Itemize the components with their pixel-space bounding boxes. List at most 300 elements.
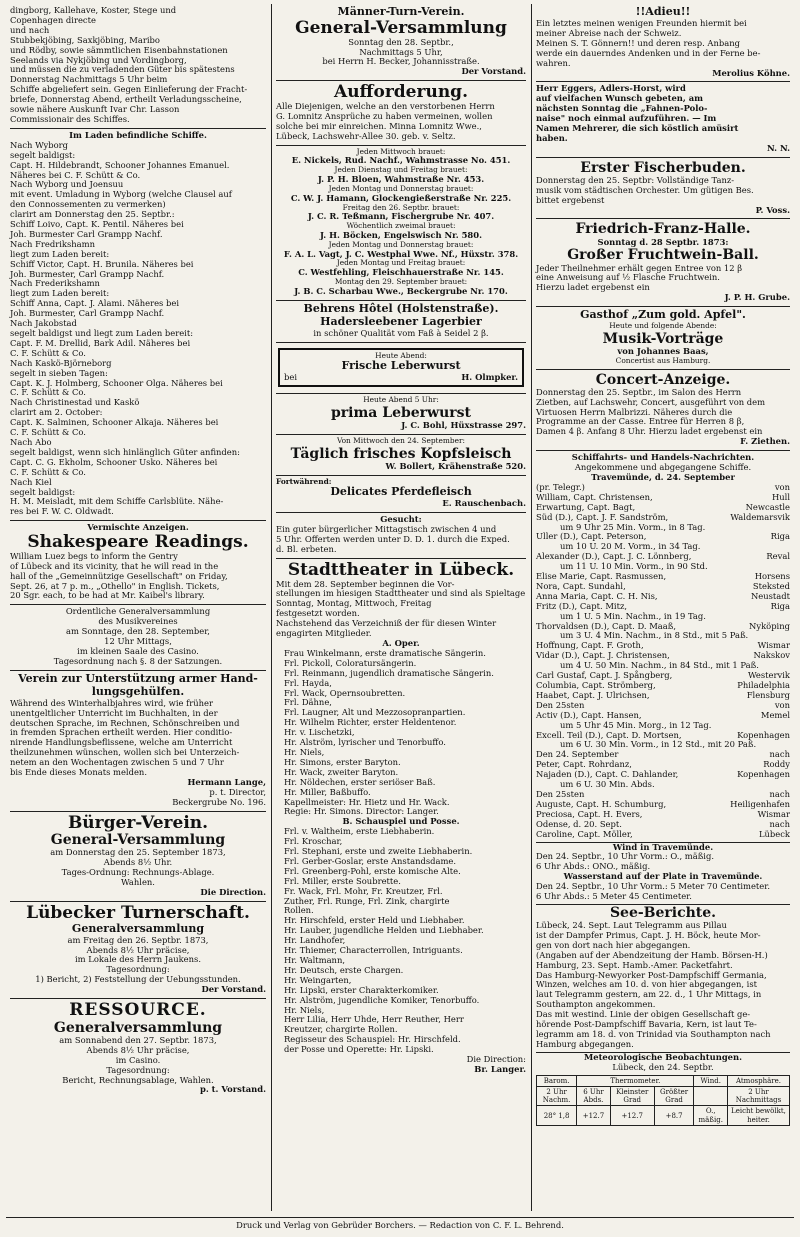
- ship-news-name: Hoffnung, Capt. F. Groth,: [536, 640, 644, 651]
- text-line: Hamburg, 23. Sept. Hamb.-Amer. Packetfahrt.: [536, 959, 733, 970]
- ship-news-list: [536, 493, 790, 840]
- hader-text: in schöner Qualität vom Faß à Seidel 2 β.: [313, 327, 489, 338]
- text-line: 6 Uhr Abds.: ONO., mäßig.: [536, 861, 651, 872]
- met-col-thermo: Thermometer.: [577, 1075, 694, 1086]
- met-sub: [694, 1086, 727, 1106]
- ship-news-port: Neustadt: [750, 590, 790, 601]
- ship-news-name: Anna Maria, Capt. C. H. Nis,: [536, 590, 658, 601]
- brew-when: Jeden Montag und Freitag brauet:: [336, 258, 466, 268]
- text-line: Frl. Laugner, Alt und Mezzosopranpartien.: [284, 707, 466, 718]
- mtv-sign: Der Vorstand.: [461, 66, 526, 77]
- ship-news-name: Najaden (D.), Capt. C. Dahlander,: [536, 769, 679, 780]
- imprint-footer: Druck und Verlag von Gebrüder Borchers. — Redaction von C. F. L. Behrend.: [6, 1217, 794, 1231]
- gesucht-text: [276, 525, 526, 555]
- text-line: Herr Lilia, Herr Uhde, Herr Reuther, Herr: [284, 1014, 464, 1025]
- fischer-text: [536, 176, 790, 206]
- text-line: dingborg, Kallehave, Koster, Stege und: [10, 5, 177, 15]
- fischer-title: Erster Fischerbuden.: [580, 159, 746, 176]
- apfel-sub: Heute und folgende Abende:: [609, 321, 717, 331]
- text-line: Nach Wyborg und Joensuu: [10, 179, 124, 190]
- text-line: Hr. Niels,: [284, 1004, 325, 1015]
- apfel-ad: [536, 307, 790, 369]
- buerger-sign: Die Direction.: [200, 887, 266, 898]
- text-line: am Sonntage, den 28. September,: [66, 626, 210, 637]
- turner-ad: [10, 902, 266, 999]
- text-line: Kapellmeister: Hr. Hietz und Hr. Wack.: [284, 796, 450, 807]
- text-line: Hr. Niels,: [284, 746, 325, 757]
- text-line: Tagesordnung:: [106, 1064, 170, 1075]
- brew-who: J. B. C. Scharbau Wwe., Beckergrube Nr. 170.: [294, 285, 508, 296]
- text-line: Nachstehend das Verzeichniß der für diesen Winter: [276, 618, 497, 629]
- text-line: bei Herrn H. Becker, Johannisstraße.: [322, 56, 480, 67]
- text-line: Ein guter bürgerlicher Mittagstisch zwischen 4 und: [276, 524, 497, 535]
- prima-pre: Heute Abend 5 Uhr:: [363, 395, 439, 405]
- buerger-lines: [10, 848, 266, 888]
- ff-title: Friedrich-Franz-Halle.: [575, 221, 751, 238]
- text-line: 1) Bericht, 2) Feststellung der Uebungsstunden.: [35, 974, 241, 985]
- text-line: und nach: [10, 24, 50, 35]
- text-line: Sonntag, Montag, Mittwoch, Freitag: [276, 598, 432, 609]
- text-line: Frl. Miller, erste Soubrette.: [284, 875, 401, 886]
- pferd-who: E. Rauschenbach.: [442, 498, 526, 509]
- musik-lines: [10, 607, 266, 666]
- text-line: 20 Sgr. each, to be had at Mr. Kaibel's library.: [10, 590, 205, 601]
- ship-news-name: Carl Gustaf, Capt. J. Spångberg,: [536, 670, 673, 681]
- text-line: Copenhagen directe: [10, 14, 96, 25]
- mtv-title: Männer-Turn-Verein.: [337, 5, 465, 18]
- text-line: Frl. Hayda,: [284, 677, 332, 688]
- text-line: liegt zum Laden bereit:: [10, 288, 110, 299]
- text-line: Winzen, welches am 10. d. von hier abgegangen, ist: [536, 979, 758, 990]
- text-line: Hr. Simons, erster Baryton.: [284, 756, 401, 767]
- text-line: Den 24. Septbr., 10 Uhr Vorm.: 5 Meter 70 Centimeter.: [536, 881, 771, 892]
- text-line: Joh. Burmester, Carl Grampp Nachf.: [10, 308, 165, 319]
- text-line: der Posse und Operette: Hr. Lipski.: [284, 1044, 434, 1055]
- leberwurst-who: H. Olmpker.: [461, 372, 518, 383]
- pferd-pre: Fortwährend:: [276, 476, 332, 486]
- text-line: H. M. Meisladt, mit dem Schiffe Carlsblüte. Nähe-: [10, 496, 224, 507]
- schau-list: [276, 827, 526, 1055]
- ship-news-name: Peter, Capt. Rohrdanz,: [536, 759, 632, 770]
- ship-news-port: Riga: [770, 531, 790, 542]
- text-line: of Lübeck and its vicinity, that he will read in the: [10, 560, 219, 571]
- ship-news-port: Hull: [771, 491, 790, 502]
- eggers-ad: [536, 82, 790, 157]
- ressource-title: RESSOURCE.: [69, 1000, 207, 1021]
- fischer-sign: P. Voss.: [755, 204, 790, 215]
- verein-title: Verein zur Unterstützung armer Hand-: [18, 671, 258, 685]
- concert-text: [536, 388, 790, 438]
- text-line: Hr. Waltmann,: [284, 955, 346, 965]
- leberwurst-bei: bei: [284, 372, 297, 383]
- met-col-wind: Wind.: [694, 1075, 727, 1086]
- text-line: Hr. Lauber, jugendliche Helden und Liebhaber.: [284, 925, 484, 936]
- text-line: Rollen.: [284, 905, 314, 916]
- ship-news-name: um 9 Uhr 25 Min. Vorm., in 8 Tag.: [560, 521, 706, 532]
- text-line: Schiff Victor, Capt. H. Brunila. Näheres bei: [10, 258, 194, 269]
- brew-who: F. A. L. Vagt, J. C. Westphal Wwe. Nf., Hüxstr. 378.: [283, 248, 519, 259]
- news-section: [536, 451, 790, 1129]
- mtv-ad: [276, 4, 526, 81]
- ship-news-name: Vidar (D.), Capt. J. Christensen,: [536, 650, 670, 661]
- ressource-ad: [10, 999, 266, 1098]
- leberwurst-ad: [276, 343, 526, 395]
- text-line: Hamburg abgegangen.: [536, 1038, 634, 1049]
- shakespeare-text: [10, 552, 266, 602]
- text-line: Hr. Miller, Baßbuffo.: [284, 786, 371, 797]
- wind-lines: [536, 852, 790, 872]
- met-sub: 2 Uhr Nachm.: [537, 1086, 577, 1106]
- gesucht-title: Gesucht:: [380, 514, 422, 525]
- text-line: am Freitag den 26. Septbr. 1873,: [67, 934, 209, 945]
- buerger-gv: General-Versammlung: [50, 832, 226, 849]
- turner-lines: [10, 936, 266, 986]
- column-middle: [272, 4, 530, 1211]
- concert-ad: [536, 370, 790, 452]
- text-line: Zuther, Frl. Runge, Frl. Zink, chargirte: [284, 895, 450, 906]
- leberwurst-box: [278, 348, 524, 388]
- ship-news-name: Den 25sten: [536, 788, 585, 799]
- text-line: legramm am 18. d. von Trinidad via Southampton nach: [536, 1029, 771, 1039]
- leberwurst-title: Frische Leberwurst: [341, 359, 461, 373]
- pferd-ad: [276, 476, 526, 514]
- pferd-title: Delicates Pferdefleisch: [330, 485, 472, 499]
- ship-news-name: Odense, d. 20. Sept.: [536, 818, 622, 829]
- brew-when: Freitag den 26. Septbr. brauet:: [342, 202, 460, 212]
- text-line: Frl. Pickoll, Coloratursängerin.: [284, 657, 417, 668]
- adieu-title: !!Adieu!!: [635, 5, 691, 18]
- ship-news-port: von: [774, 699, 790, 710]
- text-line: C. F. Schütt & Co.: [10, 466, 86, 477]
- behrens-ad: [276, 301, 526, 343]
- column-right: [532, 4, 794, 1211]
- text-line: Hr. Wilhelm Richter, erster Heldentenor.: [284, 717, 457, 728]
- apfel-title: Gasthof „Zum gold. Apfel".: [580, 308, 746, 322]
- text-line: Hierzu ladet ergebenst ein: [536, 282, 650, 293]
- text-line: 12 Uhr Mittags,: [104, 636, 172, 647]
- ship-news-port: Memel: [760, 709, 790, 720]
- text-line: Frl. Kroschar,: [284, 836, 343, 847]
- ship-news-name: Columbia, Capt. Strömberg,: [536, 680, 656, 690]
- adieu-sign: Merolius Köhne.: [712, 67, 790, 78]
- text-line: Frl. Stephani, erste und zweite Liebhaberin.: [284, 846, 473, 857]
- ff-ball: Großer Fruchtwein-Ball.: [567, 247, 759, 264]
- ship-news-port: Wismar: [757, 640, 790, 651]
- text-line: segelt baldigst, wenn sich hinlänglich Güter anfinden:: [10, 446, 240, 457]
- met-value: +12.7: [577, 1106, 611, 1126]
- text-line: Kreutzer, chargirte Rollen.: [284, 1024, 398, 1035]
- text-line: Hr. Deutsch, erste Chargen.: [284, 964, 404, 975]
- met-sub: Größter Grad: [654, 1086, 694, 1106]
- ff-date: Sonntag d. 28 Septbr. 1873:: [597, 236, 729, 247]
- text-line: eine Anweisung auf ½ Flasche Fruchtwein.: [536, 272, 720, 283]
- ship-news-name: Uller (D.), Capt. Peterson,: [536, 531, 647, 542]
- ship-news-port: Riga: [770, 600, 790, 611]
- aufforderung-text: [276, 102, 526, 142]
- text-line: Hr. Alström, lyrischer und Tenorbuffo.: [284, 737, 446, 748]
- text-line: segelt baldigst und liegt zum Laden bereit:: [10, 328, 194, 338]
- oper-header: A. Oper.: [382, 638, 420, 648]
- text-line: Sept. 26, at 7 p. m., „Othello" in English. Tickets,: [10, 580, 220, 591]
- text-line: und Rödby, sowie sämmtlichen Eisenbahnstationen: [10, 44, 228, 55]
- verein-ad: [10, 671, 266, 812]
- text-line: Donnerstag den 25. Septbr: Vollständige Tanz-: [536, 174, 735, 185]
- text-line: festgesetzt worden.: [276, 608, 360, 619]
- ship-news-port: nach: [769, 749, 790, 760]
- met-value: 28° 1,8: [537, 1106, 577, 1126]
- fleisch-ad: [276, 435, 526, 476]
- text-line: Abends 8½ Uhr präcise,: [86, 944, 190, 955]
- text-line: Nach Fredrikshamn: [10, 238, 95, 249]
- verein-sign-2: p. t. Director,: [209, 786, 266, 797]
- text-line: Frau Winkelmann, erste dramatische Sängerin.: [284, 647, 486, 658]
- text-line: stellungen im hiesigen Stadttheater und sind als Spieltage: [276, 588, 526, 599]
- ship-news-row: [536, 513, 790, 523]
- leberwurst-pre: Heute Abend:: [375, 350, 427, 360]
- text-line: (Angaben auf der Abendzeitung der Hamb. Börsen-H.): [536, 949, 768, 960]
- met-header: Meteorologische Beobachtungen.: [536, 1052, 790, 1063]
- ff-sign: J. P. H. Grube.: [724, 292, 790, 303]
- brew-when: Wöchentlich zweimal brauet:: [346, 221, 456, 231]
- wasser-lines: [536, 882, 790, 902]
- text-line: liegt zum Laden bereit:: [10, 248, 110, 259]
- ship-news-port: Roddy: [763, 759, 790, 770]
- ship-news-port: Reval: [766, 551, 790, 562]
- text-line: am Sonnabend den 27. Septbr. 1873,: [59, 1034, 217, 1045]
- ressource-lines: [10, 1036, 266, 1086]
- text-line: auf vielfachen Wunsch gebeten, am: [536, 93, 703, 104]
- text-line: nirende Handlungsbeflissene, welche am Unterricht: [10, 737, 233, 748]
- text-line: Nach Frederikshamn: [10, 278, 100, 289]
- met-value: O., mäßig.: [694, 1106, 727, 1126]
- theater-sign-2: Br. Langer.: [474, 1063, 526, 1074]
- text-line: solche bei mir einreichen. Minna Lomnitz Wwe.,: [276, 120, 482, 131]
- mtv-gv: General-Versammlung: [295, 17, 507, 38]
- text-line: Hr. Nöldechen, erster seriöser Baß.: [284, 776, 436, 787]
- text-line: und müssen die zu verladenden Güter bis spätestens: [10, 64, 235, 75]
- text-line: Regie: Hr. Simons. Director: Langer.: [284, 806, 439, 817]
- text-line: G. Lomnitz Ansprüche zu haben vermeinen, wollen: [276, 110, 493, 121]
- text-line: Zietben, auf Lachswehr, Concert, ausgeführt von dem: [536, 396, 766, 407]
- prima-title: prima Leberwurst: [330, 404, 472, 421]
- text-line: Sonntag den 28. Septbr.,: [348, 36, 454, 47]
- text-line: clarirt am Donnerstag den 25. Septbr.:: [10, 209, 175, 220]
- text-line: Jeder Theilnehmer erhält gegen Entree von 12 β: [536, 262, 743, 273]
- text-line: Nach Christinestad und Kaskö: [10, 397, 140, 408]
- text-line: am Donnerstag den 25. September 1873,: [50, 847, 226, 858]
- met-value: +8.7: [654, 1106, 694, 1126]
- text-line: res bei F. W. C. Oldwadt.: [10, 506, 114, 517]
- text-line: Hr. Thiemer, Characterrollen, Intriguants.: [284, 945, 463, 956]
- ship-news-port: Newcastle: [745, 501, 790, 512]
- text-line: Damen 4 β. Anfang 8 Uhr. Hierzu ladet ergebenst ein: [536, 426, 763, 437]
- misc-ads: [10, 521, 266, 605]
- hader-title: Hadersleebener Lagerbier: [320, 314, 482, 328]
- text-line: im kleinen Saale des Casino.: [77, 645, 199, 656]
- ship-news-port: Kopenhagen: [737, 729, 790, 740]
- ship-news-port: Kopenhagen: [737, 769, 790, 780]
- text-line: nächsten Sonntag die „Fahnen-Polo-: [536, 103, 708, 114]
- text-line: deutschen Sprache, im Rechnen, Schönschreiben und: [10, 717, 240, 728]
- schau-header: B. Schauspiel und Posse.: [342, 816, 460, 827]
- text-line: briefe, Donnerstag Abend, ertheilt Verladungsscheine,: [10, 94, 242, 105]
- shipping-lines: [10, 6, 266, 125]
- text-line: Lübeck, Lachswehr-Allee 30. geb. v. Seltz.: [276, 130, 456, 141]
- ship-news-port: Lübeck: [758, 828, 790, 839]
- text-line: Nach Jakobstad: [10, 318, 77, 329]
- text-line: wahren.: [536, 57, 571, 68]
- text-line: Virtuosen Herrn Malbrizzi. Näheres durch die: [536, 406, 733, 417]
- met-value: +12.7: [610, 1106, 654, 1126]
- text-line: Mit dem 28. September beginnen die Vor-: [276, 578, 455, 589]
- text-line: werde ein dauerndes Andenken und in der Ferne be-: [536, 47, 761, 58]
- misc-header: Vermischte Anzeigen.: [87, 522, 189, 533]
- prima-ad: [276, 394, 526, 435]
- text-line: Den 24. Septbr., 10 Uhr Vorm.: O., mäßig.: [536, 851, 714, 862]
- met-sub: 6 Uhr Abds.: [577, 1086, 611, 1106]
- ship-news-name: Caroline, Capt. Möller,: [536, 828, 633, 839]
- text-line: Schiff Anna, Capt. J. Alami. Näheres bei: [10, 298, 179, 309]
- ship-news-name: Activ (D.), Capt. Hansen,: [536, 709, 642, 720]
- brew-when: Jeden Montag und Donnerstag brauet:: [328, 239, 474, 249]
- text-line: C. F. Schütt & Co.: [10, 427, 86, 438]
- brew-when: Montag den 29. September brauet:: [334, 277, 468, 287]
- text-line: Tagesordnung nach §. 8 der Satzungen.: [53, 655, 223, 666]
- ship-news-name: Süd (D.), Capt. J. F. Sandström,: [536, 511, 669, 522]
- brew-when: Jeden Dienstag und Freitag brauet:: [334, 165, 468, 175]
- verein-title-2: lungsgehülfen.: [91, 684, 185, 698]
- text-line: 5 Uhr. Offerten werden unter D. D. 1. durch die Exped.: [276, 534, 510, 545]
- text-line: Hr. Lipski, erster Charakterkomiker.: [284, 984, 439, 995]
- text-line: Nach Kiel: [10, 476, 52, 487]
- news-sub: Angekommene und abgegangene Schiffe.: [574, 462, 752, 473]
- text-line: Hr. Hirschfeld, erster Held und Liebhaber.: [284, 915, 465, 926]
- text-line: gen von dort nach hier abgegangen.: [536, 939, 691, 950]
- text-line: Commissionair des Schiffes.: [10, 113, 130, 124]
- brew-list: [276, 146, 526, 301]
- text-line: Stubbekjöbing, Saxkjöbing, Maribo: [10, 34, 160, 45]
- text-line: Schiff Loivo, Capt. K. Pentil. Näheres bei: [10, 219, 184, 230]
- ship-news-name: Den 25sten: [536, 699, 585, 710]
- ship-news-port: Steksted: [752, 580, 790, 591]
- text-line: Frl. Greenberg-Pohl, erste komische Alte.: [284, 865, 461, 876]
- text-line: Herr Eggers, Adlers-Horst, wird: [536, 83, 686, 94]
- ship-news-name: Preciosa, Capt. H. Evers,: [536, 808, 643, 819]
- ff-ad: [536, 219, 790, 307]
- text-line: Hr. v. Lischetzki,: [284, 727, 355, 738]
- ship-news-name: Excell. Teil (D.), Capt. D. Mortsen,: [536, 729, 682, 740]
- text-line: haben.: [536, 132, 568, 143]
- news-place: Travemünde, d. 24. September: [591, 471, 735, 482]
- text-line: Fr. Wack, Frl. Mohr, Fr. Kreutzer, Frl.: [284, 885, 443, 896]
- ship-news-port: Waldemarsvik: [730, 511, 790, 522]
- ship-news-name: Alexander (D.), Capt. J. C. Lönnberg,: [536, 551, 692, 562]
- ship-news-name: um 11 U. 10 Min. Vorm., in 90 Std.: [560, 561, 708, 572]
- ff-text: [536, 264, 790, 294]
- met-sub: Kleinster Grad: [610, 1086, 654, 1106]
- text-line: Capt. K. J. Holmberg, Schooner Olga. Näheres bei: [10, 377, 223, 388]
- text-line: Nach Abo: [10, 436, 52, 447]
- ship-news-name: Haabet, Capt. J. Ulrichsen,: [536, 689, 650, 700]
- fleisch-pre: Von Mittwoch den 24. September:: [336, 435, 466, 445]
- text-line: im Lokale des Herrn Jaukens.: [75, 954, 201, 965]
- text-line: Tages-Ordnung: Rechnungs-Ablage.: [61, 867, 215, 878]
- text-line: Schiffe abgeliefert sein. Gegen Einlieferung der Fracht-: [10, 84, 248, 95]
- text-line: Regisseur des Schauspiel: Hr. Hirschfeld.: [284, 1034, 461, 1045]
- mtv-lines: [276, 38, 526, 68]
- theater-text: [276, 580, 526, 639]
- eggers-sign: N. N.: [767, 142, 790, 153]
- text-line: Programme an der Casse. Entree für Herren 8 β,: [536, 416, 745, 427]
- ship-news-port: Nyköping: [749, 620, 790, 631]
- met-place: Lübeck, den 24. Septbr.: [612, 1061, 714, 1072]
- brew-who: J. P. H. Bloen, Wahmstraße Nr. 453.: [317, 173, 485, 184]
- news-von: von: [774, 481, 790, 492]
- ship-news-port: Wismar: [757, 808, 790, 819]
- text-line: Capt. C. G. Ekholm, Schooner Usko. Näheres bei: [10, 456, 218, 467]
- text-line: Tagesordnung:: [106, 964, 170, 975]
- met-table: [536, 1075, 790, 1126]
- text-line: Näheres bei C. F. Schütt & Co.: [10, 169, 141, 180]
- text-line: des Musikvereines: [98, 616, 178, 627]
- brew-who: E. Nickels, Rud. Nachf., Wahmstrasse No. 451.: [291, 155, 511, 166]
- text-line: segelt baldigst:: [10, 486, 76, 497]
- text-line: ist der Dampfer Primus, Capt. J. H. Böck, heute Mor-: [536, 929, 761, 940]
- ship-news-port: Flensburg: [746, 689, 790, 700]
- text-line: Frl. Wack, Opernsoubretten.: [284, 687, 406, 698]
- apfel-by: von Johannes Baas,: [617, 345, 709, 356]
- text-line: C. F. Schütt & Co.: [10, 347, 86, 358]
- text-line: Capt. K. Salminen, Schooner Alkaja. Näheres bei: [10, 417, 219, 428]
- text-line: Donnerstag Nachmittags 5 Uhr beim: [10, 74, 168, 85]
- text-line: Capt. H. Hildebrandt, Schooner Johannes Emanuel.: [10, 159, 230, 170]
- text-line: Lübeck, 24. Sept. Laut Telegramm aus Pillau: [536, 920, 727, 931]
- ship-news-name: um 1 U. 5 Min. Nachm., in 19 Tag.: [560, 610, 706, 621]
- ship-news-name: um 10 U. 20 M. Vorm., in 34 Tag.: [560, 541, 701, 552]
- shakespeare-title: Shakespeare Readings.: [27, 532, 249, 553]
- text-line: Frl. Dähne,: [284, 697, 332, 708]
- verein-sign-3: Beckergrube No. 196.: [172, 796, 266, 807]
- text-line: Nach Wyborg: [10, 139, 68, 150]
- behrens-title: Behrens Hôtel (Holstenstraße).: [303, 301, 499, 315]
- ship-news-name: Nora, Capt. Sundahl,: [536, 580, 626, 591]
- text-line: Bericht, Rechnungsablage, Wahlen.: [62, 1074, 214, 1085]
- see-header: See-Berichte.: [536, 904, 790, 921]
- news-header: Schiffahrts- und Handels-Nachrichten.: [571, 452, 755, 463]
- theater-title: Stadttheater in Lübeck.: [287, 559, 515, 580]
- text-line: bis Ende dieses Monats melden.: [10, 767, 147, 778]
- ship-news-name: Elise Marie, Capt. Rasmussen,: [536, 571, 667, 582]
- text-line: Namen Mehrerer, die sich köstlich amüsirt: [536, 123, 739, 134]
- fleisch-who: W. Bollert, Krähenstraße 520.: [385, 460, 526, 471]
- ship-news-port: Westervik: [748, 670, 790, 681]
- text-line: naise" noch einmal aufzuführen. — Im: [536, 113, 717, 124]
- text-line: 6 Uhr Abds.: 5 Meter 45 Centimeter.: [536, 891, 692, 902]
- text-line: d. Bl. erbeten.: [276, 543, 337, 554]
- apfel-big: Musik-Vorträge: [602, 330, 724, 347]
- ship-news-name: Fritz (D.), Capt. Mitz,: [536, 600, 628, 611]
- text-line: im Casino.: [115, 1054, 161, 1065]
- news-telegr: (pr. Telegr.): [536, 481, 585, 492]
- wasser-header: Wasserstand auf der Plate in Travemünde.: [563, 871, 763, 882]
- ship-news-name: William, Capt. Christensen,: [536, 491, 653, 502]
- shipping-notice: [10, 4, 266, 129]
- met-col-atmo: Atmosphäre.: [727, 1075, 789, 1086]
- verein-sign-1: Hermann Lange,: [187, 776, 266, 787]
- fleisch-title: Täglich frisches Kopfsleisch: [290, 445, 512, 462]
- brew-entries: [276, 148, 526, 297]
- see-text: [536, 921, 790, 1050]
